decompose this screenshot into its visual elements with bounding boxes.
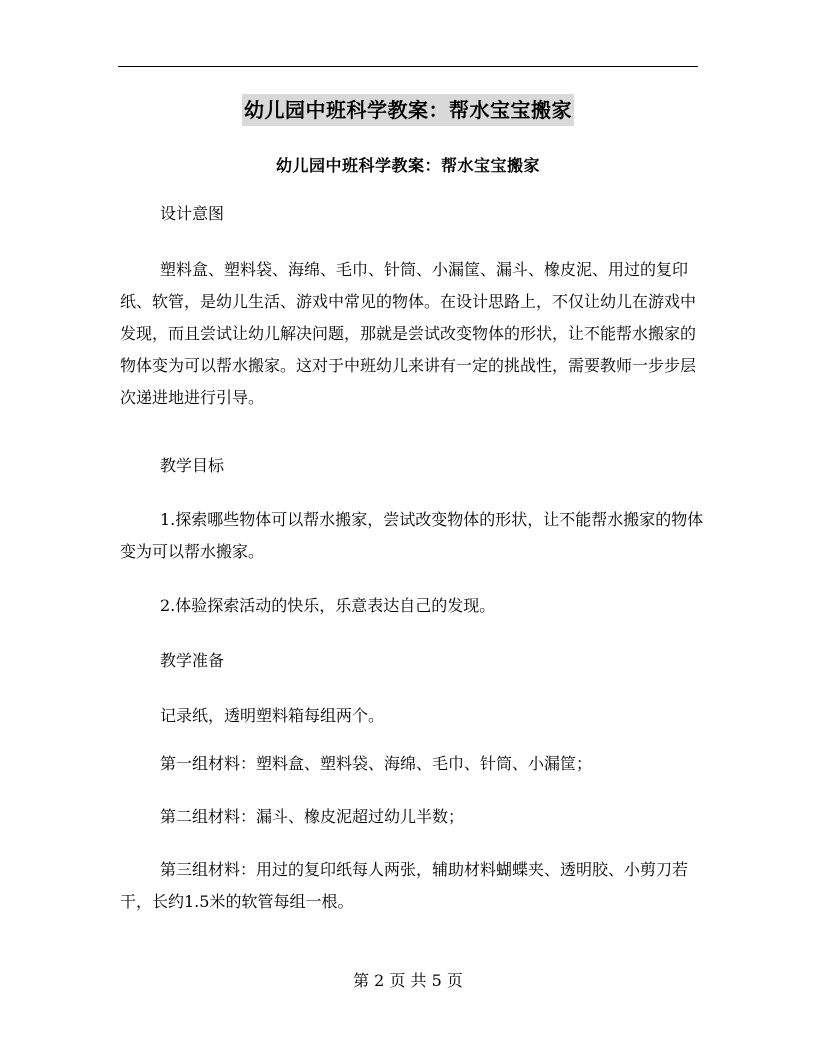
goal-item-2: 2.体验探索活动的快乐，乐意表达自己的发现。 xyxy=(160,596,496,615)
design-body: 塑料盒、塑料袋、海绵、毛巾、针筒、小漏筐、漏斗、橡皮泥、用过的复印纸、软管，是幼儿生活、游戏中常见的物体。在设计思路上，不仅让幼儿在游戏中发现，而且尝试让幼儿解决问题，那就是尝试改变物体的形状，让不能帮水搬家的物体变为可以帮水搬家。这对于中班幼儿来讲有一定的挑战性，需要教师一步步层次递进地进行引导。 xyxy=(120,260,697,407)
prep-heading: 教学准备 xyxy=(160,651,225,670)
prep-item-2: 第一组材料：塑料盒、塑料袋、海绵、毛巾、针筒、小漏筐； xyxy=(160,754,593,773)
document-title-block xyxy=(0,94,816,126)
goals-heading: 教学目标 xyxy=(160,456,225,475)
goal-item-1: 1.探索哪些物体可以帮水搬家，尝试改变物体的形状，让不能帮水搬家的物体变为可以帮水搬家。 xyxy=(120,510,704,561)
prep-item-1: 记录纸，透明塑料箱每组两个。 xyxy=(160,706,385,725)
document-subtitle: 幼儿园中班科学教案：帮水宝宝搬家 xyxy=(275,156,540,175)
design-heading: 设计意图 xyxy=(160,204,225,223)
prep-item-3: 第二组材料：漏斗、橡皮泥超过幼儿半数； xyxy=(160,807,465,826)
header-rule xyxy=(118,66,698,67)
prep-item-4: 第三组材料：用过的复印纸每人两张，辅助材料蝴蝶夹、透明胶、小剪刀若干，长约1.5米的软管每组一根。 xyxy=(120,860,689,911)
page-number: 第 2 页 共 5 页 xyxy=(353,971,463,990)
document-title: 幼儿园中班科学教案：帮水宝宝搬家 xyxy=(242,94,574,126)
